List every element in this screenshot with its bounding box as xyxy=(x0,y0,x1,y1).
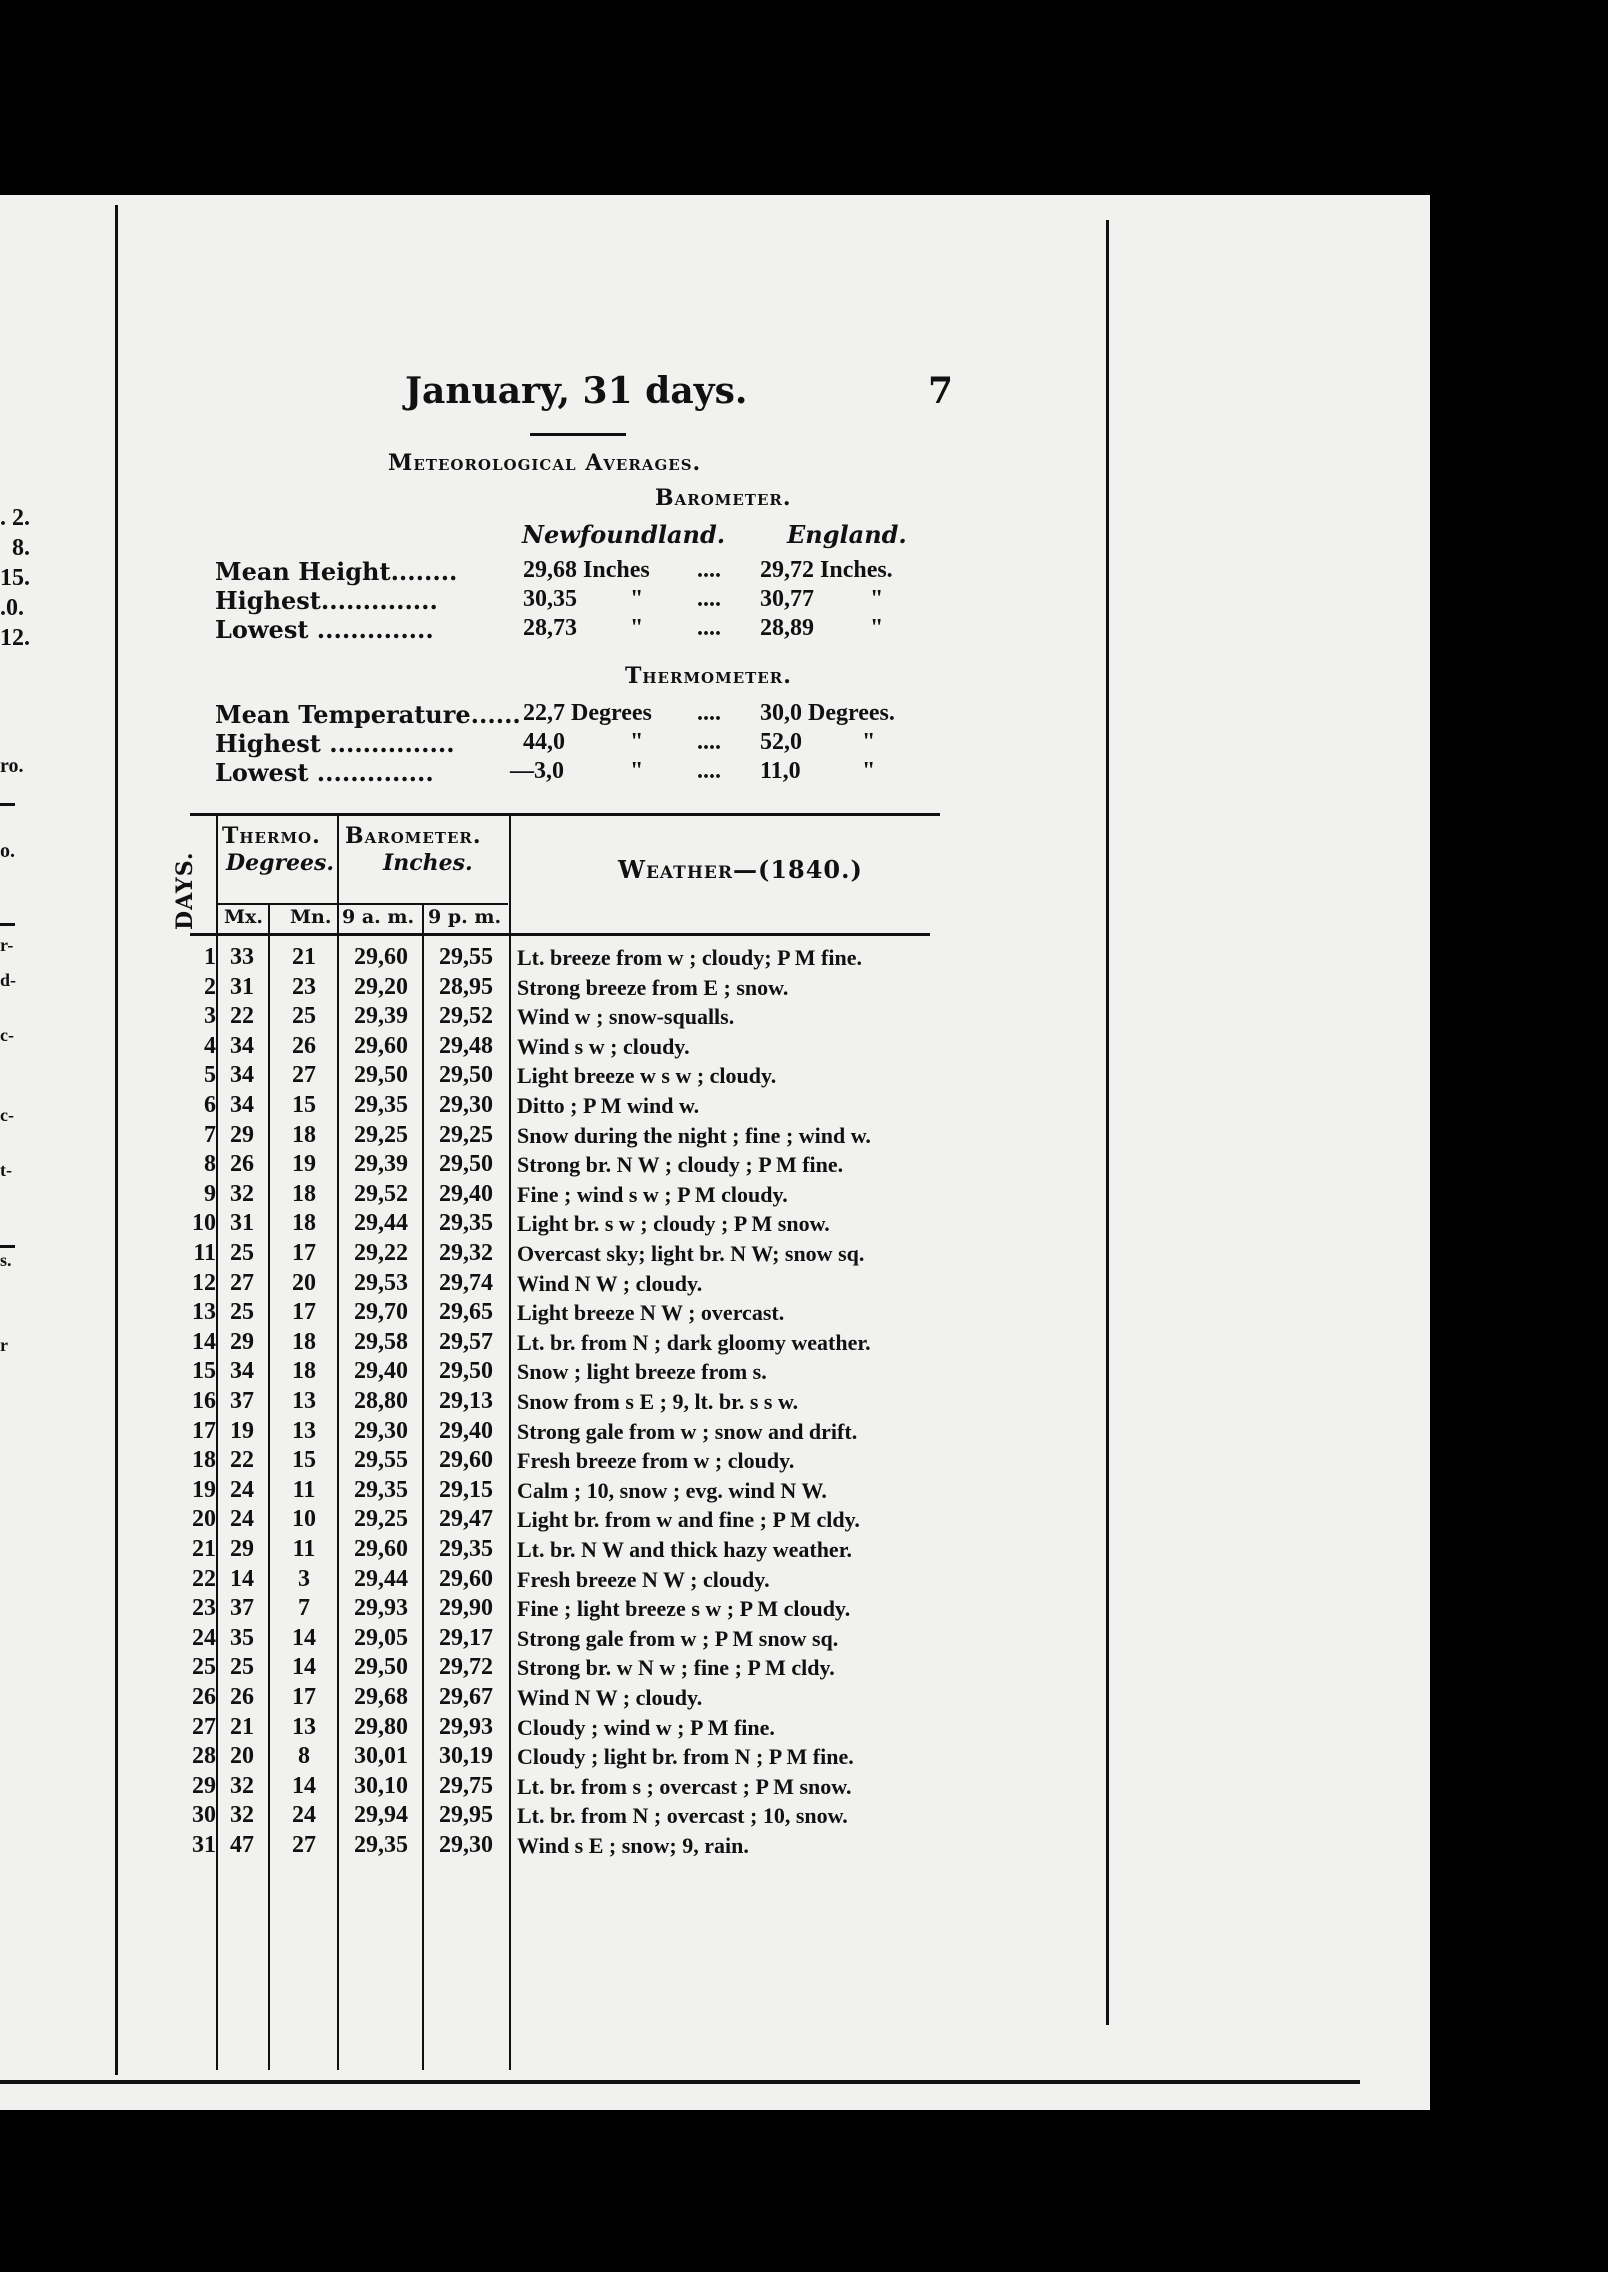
page-number: 7 xyxy=(928,370,954,412)
avg-sep: .... xyxy=(697,729,721,755)
margin-rule xyxy=(0,803,15,806)
min-temp-cell: 7 xyxy=(298,1595,310,1622)
barometer-9pm-cell: 29,30 xyxy=(439,1092,493,1118)
barometer-9am-cell: 29,39 xyxy=(354,1003,408,1030)
avg-en-unit: " xyxy=(870,586,884,612)
day-cell: 7 xyxy=(204,1121,216,1148)
day-cell: 25 xyxy=(192,1654,216,1681)
page-title: January, 31 days. xyxy=(405,370,748,412)
min-temp-cell: 19 xyxy=(292,1151,316,1178)
day-cell: 29 xyxy=(192,1772,216,1799)
table-row xyxy=(0,1269,1000,1299)
day-cell: 6 xyxy=(204,1092,216,1118)
weather-cell: Strong gale from w ; P M snow sq. xyxy=(517,1625,839,1651)
page xyxy=(0,195,1430,2110)
barometer-9am-cell: 29,94 xyxy=(354,1802,408,1829)
min-temp-cell: 15 xyxy=(292,1447,316,1474)
barometer-9pm-cell: 29,47 xyxy=(439,1506,493,1533)
weather-cell: Ditto ; P M wind w. xyxy=(517,1093,700,1118)
margin-fragment: r- xyxy=(0,935,14,955)
table-row xyxy=(0,1594,1000,1624)
table-row xyxy=(0,1801,1000,1831)
max-temp-cell: 26 xyxy=(230,1684,254,1710)
barometer-9am-cell: 29,53 xyxy=(354,1269,408,1296)
barometer-9am-cell: 29,39 xyxy=(354,1151,408,1178)
barometer-9am-cell: 29,60 xyxy=(354,1032,408,1059)
margin-fragment: . 2. xyxy=(0,505,30,531)
max-temp-cell: 32 xyxy=(230,1772,254,1799)
day-cell: 11 xyxy=(193,1240,216,1266)
barometer-9pm-cell: 29,95 xyxy=(439,1802,493,1829)
weather-cell: Lt. br. from N ; overcast ; 10, snow. xyxy=(517,1803,848,1829)
min-temp-cell: 21 xyxy=(292,944,316,970)
barometer-9pm-cell: 29,65 xyxy=(439,1299,493,1326)
weather-cell: Wind N W ; cloudy. xyxy=(517,1685,703,1710)
barometer-9pm-cell: 29,50 xyxy=(439,1151,493,1178)
avg-nf: 29,68 Inches xyxy=(523,557,650,583)
max-temp-cell: 22 xyxy=(230,1003,254,1030)
avg-nf-unit: " xyxy=(630,615,644,641)
min-temp-cell: 18 xyxy=(292,1180,316,1207)
max-temp-cell: 25 xyxy=(230,1654,254,1681)
table-row xyxy=(0,943,1000,973)
min-temp-cell: 14 xyxy=(292,1772,316,1799)
min-temp-cell: 11 xyxy=(292,1536,316,1562)
avg-nf: 22,7 Degrees xyxy=(523,700,652,726)
day-cell: 17 xyxy=(192,1417,216,1444)
barometer-9pm-cell: 29,52 xyxy=(439,1003,493,1030)
table-row xyxy=(0,1091,1000,1121)
avg-label: Highest ............... xyxy=(215,729,455,758)
barometer-9am-cell: 29,68 xyxy=(354,1684,408,1710)
min-temp-cell: 10 xyxy=(292,1506,316,1533)
min-temp-cell: 17 xyxy=(292,1684,316,1710)
margin-fragment: ro. xyxy=(0,755,24,777)
avg-en-unit: " xyxy=(862,729,876,755)
day-cell: 15 xyxy=(192,1358,216,1385)
table-row xyxy=(0,1624,1000,1654)
weather-cell: Cloudy ; light br. from N ; P M fine. xyxy=(517,1744,854,1770)
table-row xyxy=(0,1209,1000,1239)
margin-rule xyxy=(0,923,15,926)
barometer-9am-cell: 29,50 xyxy=(354,1062,408,1089)
barometer-9pm-cell: 29,32 xyxy=(439,1240,493,1266)
avg-sep: .... xyxy=(697,700,721,726)
avg-en: 11,0 xyxy=(760,758,801,784)
weather-cell: Lt. breeze from w ; cloudy; P M fine. xyxy=(517,945,862,970)
barometer-9pm-cell: 29,55 xyxy=(439,944,493,970)
max-temp-cell: 47 xyxy=(230,1832,254,1858)
max-temp-cell: 19 xyxy=(230,1417,254,1444)
min-temp-cell: 13 xyxy=(292,1713,316,1740)
weather-cell: Lt. br. N W and thick hazy weather. xyxy=(517,1537,852,1562)
table-row xyxy=(0,1742,1000,1772)
table-row xyxy=(0,1683,1000,1713)
table-row xyxy=(0,1831,1000,1861)
table-row xyxy=(0,1387,1000,1417)
day-cell: 10 xyxy=(192,1210,216,1237)
weather-cell: Light breeze w s w ; cloudy. xyxy=(517,1063,777,1089)
day-cell: 14 xyxy=(192,1328,216,1355)
margin-fragment: 12. xyxy=(0,625,30,651)
max-temp-cell: 33 xyxy=(230,944,254,970)
weather-cell: Snow ; light breeze from s. xyxy=(517,1359,767,1385)
min-temp-cell: 27 xyxy=(292,1062,316,1089)
table-row xyxy=(0,973,1000,1003)
barometer-9pm-cell: 29,48 xyxy=(439,1032,493,1059)
min-temp-cell: 26 xyxy=(292,1032,316,1059)
weather-cell: Light br. from w and fine ; P M cldy. xyxy=(517,1507,860,1533)
table-row xyxy=(0,1239,1000,1269)
weather-cell: Fine ; light breeze s w ; P M cloudy. xyxy=(517,1596,851,1622)
day-cell: 26 xyxy=(192,1684,216,1710)
max-temp-cell: 26 xyxy=(230,1151,254,1178)
weather-cell: Wind w ; snow-squalls. xyxy=(517,1004,735,1030)
barometer-9am-cell: 30,01 xyxy=(354,1743,408,1770)
barometer-9am-cell: 29,44 xyxy=(354,1565,408,1592)
barometer-header: Barometer. xyxy=(345,823,482,849)
table-row xyxy=(0,1713,1000,1743)
avg-sep: .... xyxy=(697,615,721,641)
avg-label: Mean Temperature...... xyxy=(215,700,521,729)
day-cell: 1 xyxy=(204,944,216,970)
barometer-9pm-cell: 29,17 xyxy=(439,1624,493,1651)
day-cell: 4 xyxy=(204,1032,216,1059)
averages-heading: Meteorological Averages. xyxy=(388,450,702,476)
avg-nf: —3,0 xyxy=(510,758,564,784)
avg-en-unit: " xyxy=(870,615,884,641)
barometer-9pm-cell: 29,74 xyxy=(439,1269,493,1296)
min-temp-cell: 14 xyxy=(292,1654,316,1681)
weather-cell: Cloudy ; wind w ; P M fine. xyxy=(517,1714,775,1740)
weather-cell: Lt. br. from s ; overcast ; P M snow. xyxy=(517,1773,852,1799)
barometer-9am-cell: 29,35 xyxy=(354,1476,408,1503)
max-temp-cell: 25 xyxy=(230,1299,254,1326)
min-temp-cell: 18 xyxy=(292,1121,316,1148)
max-temp-cell: 24 xyxy=(230,1476,254,1503)
table-row xyxy=(0,1061,1000,1091)
day-cell: 31 xyxy=(192,1832,216,1858)
day-cell: 3 xyxy=(204,1003,216,1030)
barometer-9am-cell: 29,80 xyxy=(354,1713,408,1740)
avg-label: Lowest .............. xyxy=(215,758,434,787)
avg-label: Lowest .............. xyxy=(215,615,434,644)
barometer-9pm-cell: 29,30 xyxy=(439,1832,493,1858)
margin-fragment: s. xyxy=(0,1250,12,1270)
days-header: DAYS. xyxy=(172,851,198,930)
weather-header: Weather—(1840.) xyxy=(618,855,863,884)
min-temp-cell: 8 xyxy=(298,1743,310,1770)
min-temp-cell: 20 xyxy=(292,1269,316,1296)
barometer-9am-cell: 29,52 xyxy=(354,1180,408,1207)
min-temp-cell: 3 xyxy=(298,1565,310,1592)
day-cell: 19 xyxy=(192,1476,216,1503)
barometer-9am-cell: 30,10 xyxy=(354,1772,408,1799)
min-temp-cell: 13 xyxy=(292,1417,316,1444)
min-temp-cell: 18 xyxy=(292,1210,316,1237)
max-temp-cell: 32 xyxy=(230,1180,254,1207)
table-row xyxy=(0,1298,1000,1328)
barometer-9am-cell: 29,05 xyxy=(354,1624,408,1651)
barometer-9pm-cell: 29,90 xyxy=(439,1595,493,1622)
margin-fragment: r xyxy=(0,1335,8,1355)
avg-sep: .... xyxy=(697,758,721,784)
title-underline xyxy=(530,433,626,436)
day-cell: 18 xyxy=(192,1447,216,1474)
avg-en: 30,77 xyxy=(760,586,814,612)
min-temp-cell: 23 xyxy=(292,973,316,1000)
max-temp-cell: 29 xyxy=(230,1536,254,1562)
table-header-rule xyxy=(190,933,930,936)
weather-cell: Strong br. N W ; cloudy ; P M fine. xyxy=(517,1152,844,1178)
weather-cell: Snow from s E ; 9, lt. br. s s w. xyxy=(517,1389,799,1414)
max-temp-cell: 22 xyxy=(230,1447,254,1474)
barometer-9pm-cell: 29,13 xyxy=(439,1388,493,1414)
right-page-rule xyxy=(1106,220,1109,2025)
max-temp-cell: 31 xyxy=(230,1210,254,1237)
barometer-9pm-cell: 29,50 xyxy=(439,1062,493,1089)
weather-cell: Overcast sky; light br. N W; snow sq. xyxy=(517,1241,865,1266)
col-newfoundland: Newfoundland. xyxy=(522,520,726,549)
weather-cell: Wind s E ; snow; 9, rain. xyxy=(517,1833,749,1858)
min-temp-cell: 17 xyxy=(292,1299,316,1326)
avg-en: 52,0 xyxy=(760,729,802,755)
barometer-9pm-cell: 29,35 xyxy=(439,1210,493,1237)
barometer-9am-cell: 29,60 xyxy=(354,1536,408,1562)
min-temp-cell: 18 xyxy=(292,1358,316,1385)
margin-fragment: t- xyxy=(0,1160,12,1180)
table-top-rule xyxy=(190,813,940,816)
weather-cell: Light br. s w ; cloudy ; P M snow. xyxy=(517,1211,830,1237)
weather-cell: Strong br. w N w ; fine ; P M cldy. xyxy=(517,1655,835,1681)
margin-fragment: c- xyxy=(0,1025,14,1045)
barometer-9pm-cell: 29,60 xyxy=(439,1447,493,1474)
min-temp-cell: 11 xyxy=(292,1476,316,1503)
table-row xyxy=(0,1653,1000,1683)
avg-label: Mean Height........ xyxy=(215,557,458,586)
table-row xyxy=(0,1032,1000,1062)
sub-9am: 9 a. m. xyxy=(342,906,415,928)
sub-mn: Mn. xyxy=(290,906,332,928)
avg-nf-unit: " xyxy=(630,758,644,784)
day-cell: 9 xyxy=(204,1180,216,1207)
barometer-9am-cell: 29,44 xyxy=(354,1210,408,1237)
barometer-9am-cell: 29,30 xyxy=(354,1417,408,1444)
day-cell: 5 xyxy=(204,1062,216,1089)
day-cell: 27 xyxy=(192,1713,216,1740)
min-temp-cell: 25 xyxy=(292,1003,316,1030)
table-row xyxy=(0,1357,1000,1387)
table-subheader-rule xyxy=(216,903,508,905)
max-temp-cell: 25 xyxy=(230,1240,254,1266)
col-england: England. xyxy=(787,520,907,549)
min-temp-cell: 24 xyxy=(292,1802,316,1829)
day-cell: 24 xyxy=(192,1624,216,1651)
min-temp-cell: 14 xyxy=(292,1624,316,1651)
weather-cell: Wind s w ; cloudy. xyxy=(517,1033,690,1059)
table-row xyxy=(0,1476,1000,1506)
max-temp-cell: 37 xyxy=(230,1388,254,1414)
barometer-sub: Inches. xyxy=(383,850,473,876)
barometer-9am-cell: 29,40 xyxy=(354,1358,408,1385)
day-cell: 23 xyxy=(192,1595,216,1622)
max-temp-cell: 34 xyxy=(230,1092,254,1118)
barometer-9pm-cell: 29,35 xyxy=(439,1536,493,1562)
table-row xyxy=(0,1150,1000,1180)
table-row xyxy=(0,1002,1000,1032)
barometer-9am-cell: 29,25 xyxy=(354,1506,408,1533)
sub-mx: Mx. xyxy=(224,906,263,928)
max-temp-cell: 34 xyxy=(230,1032,254,1059)
margin-fragment: 8. xyxy=(12,535,30,561)
table-row xyxy=(0,1328,1000,1358)
max-temp-cell: 27 xyxy=(230,1269,254,1296)
thermometer-heading: Thermometer. xyxy=(625,663,792,689)
min-temp-cell: 17 xyxy=(292,1240,316,1266)
min-temp-cell: 15 xyxy=(292,1092,316,1118)
barometer-9pm-cell: 28,95 xyxy=(439,973,493,1000)
max-temp-cell: 37 xyxy=(230,1595,254,1622)
margin-fragment: o. xyxy=(0,840,15,862)
min-temp-cell: 18 xyxy=(292,1328,316,1355)
barometer-9pm-cell: 29,67 xyxy=(439,1684,493,1710)
weather-cell: Fresh breeze from w ; cloudy. xyxy=(517,1448,795,1474)
thermo-sub: Degrees. xyxy=(226,850,335,876)
table-row xyxy=(0,1417,1000,1447)
min-temp-cell: 27 xyxy=(292,1832,316,1858)
max-temp-cell: 14 xyxy=(230,1565,254,1592)
table-row xyxy=(0,1772,1000,1802)
avg-en: 29,72 Inches. xyxy=(760,557,893,583)
weather-cell: Fresh breeze N W ; cloudy. xyxy=(517,1566,770,1592)
barometer-9pm-cell: 29,40 xyxy=(439,1417,493,1444)
max-temp-cell: 29 xyxy=(230,1121,254,1148)
barometer-9pm-cell: 29,40 xyxy=(439,1180,493,1207)
avg-en-unit: " xyxy=(862,758,876,784)
weather-cell: Lt. br. from N ; dark gloomy weather. xyxy=(517,1329,871,1355)
avg-nf-unit: " xyxy=(630,586,644,612)
max-temp-cell: 34 xyxy=(230,1358,254,1385)
avg-en: 30,0 Degrees. xyxy=(760,700,895,726)
weather-cell: Snow during the night ; fine ; wind w. xyxy=(517,1122,871,1148)
barometer-9am-cell: 29,93 xyxy=(354,1595,408,1622)
margin-fragment: .0. xyxy=(0,595,24,621)
max-temp-cell: 34 xyxy=(230,1062,254,1089)
day-cell: 12 xyxy=(192,1269,216,1296)
max-temp-cell: 21 xyxy=(230,1713,254,1740)
barometer-9pm-cell: 29,75 xyxy=(439,1772,493,1799)
day-cell: 22 xyxy=(192,1565,216,1592)
barometer-9am-cell: 29,35 xyxy=(354,1832,408,1858)
weather-cell: Strong breeze from E ; snow. xyxy=(517,974,789,1000)
table-row xyxy=(0,1180,1000,1210)
day-cell: 20 xyxy=(192,1506,216,1533)
margin-fragment: d- xyxy=(0,970,17,990)
barometer-9am-cell: 28,80 xyxy=(354,1388,408,1414)
max-temp-cell: 29 xyxy=(230,1328,254,1355)
barometer-9am-cell: 29,35 xyxy=(354,1092,408,1118)
table-row xyxy=(0,1565,1000,1595)
max-temp-cell: 24 xyxy=(230,1506,254,1533)
table-row xyxy=(0,1505,1000,1535)
margin-fragment: c- xyxy=(0,1105,14,1125)
day-cell: 8 xyxy=(204,1151,216,1178)
barometer-9am-cell: 29,22 xyxy=(354,1240,408,1266)
barometer-9pm-cell: 30,19 xyxy=(439,1743,493,1770)
barometer-9pm-cell: 29,93 xyxy=(439,1713,493,1740)
max-temp-cell: 32 xyxy=(230,1802,254,1829)
avg-sep: .... xyxy=(697,586,721,612)
day-cell: 13 xyxy=(192,1299,216,1326)
day-cell: 28 xyxy=(192,1743,216,1770)
barometer-heading: Barometer. xyxy=(655,485,792,511)
avg-nf: 30,35 xyxy=(523,586,577,612)
weather-cell: Fine ; wind s w ; P M cloudy. xyxy=(517,1181,788,1207)
barometer-9pm-cell: 29,60 xyxy=(439,1565,493,1592)
barometer-9pm-cell: 29,15 xyxy=(439,1476,493,1503)
avg-label: Highest.............. xyxy=(215,586,438,615)
barometer-9am-cell: 29,50 xyxy=(354,1654,408,1681)
avg-nf-unit: " xyxy=(630,729,644,755)
weather-cell: Calm ; 10, snow ; evg. wind N W. xyxy=(517,1477,827,1503)
barometer-9pm-cell: 29,72 xyxy=(439,1654,493,1681)
thermo-header: Thermo. xyxy=(222,823,321,849)
barometer-9am-cell: 29,25 xyxy=(354,1121,408,1148)
barometer-9pm-cell: 29,25 xyxy=(439,1121,493,1148)
avg-en: 28,89 xyxy=(760,615,814,641)
max-temp-cell: 35 xyxy=(230,1624,254,1651)
max-temp-cell: 20 xyxy=(230,1743,254,1770)
day-cell: 16 xyxy=(192,1388,216,1414)
weather-cell: Light breeze N W ; overcast. xyxy=(517,1300,785,1326)
max-temp-cell: 31 xyxy=(230,973,254,1000)
day-cell: 2 xyxy=(204,973,216,1000)
table-row xyxy=(0,1121,1000,1151)
weather-cell: Strong gale from w ; snow and drift. xyxy=(517,1418,858,1444)
min-temp-cell: 13 xyxy=(292,1388,316,1414)
barometer-9pm-cell: 29,50 xyxy=(439,1358,493,1385)
bottom-page-rule xyxy=(0,2080,1360,2084)
table-row xyxy=(0,1446,1000,1476)
avg-nf: 28,73 xyxy=(523,615,577,641)
barometer-9pm-cell: 29,57 xyxy=(439,1328,493,1355)
barometer-9am-cell: 29,70 xyxy=(354,1299,408,1326)
barometer-9am-cell: 29,60 xyxy=(354,944,408,970)
margin-fragment: 15. xyxy=(0,565,30,591)
avg-nf: 44,0 xyxy=(523,729,565,755)
barometer-9am-cell: 29,58 xyxy=(354,1328,408,1355)
weather-cell: Wind N W ; cloudy. xyxy=(517,1270,703,1296)
avg-sep: .... xyxy=(697,557,721,583)
day-cell: 21 xyxy=(192,1536,216,1562)
barometer-9am-cell: 29,20 xyxy=(354,973,408,1000)
barometer-9am-cell: 29,55 xyxy=(354,1447,408,1474)
table-row xyxy=(0,1535,1000,1565)
sub-9pm: 9 p. m. xyxy=(428,906,502,928)
day-cell: 30 xyxy=(192,1802,216,1829)
